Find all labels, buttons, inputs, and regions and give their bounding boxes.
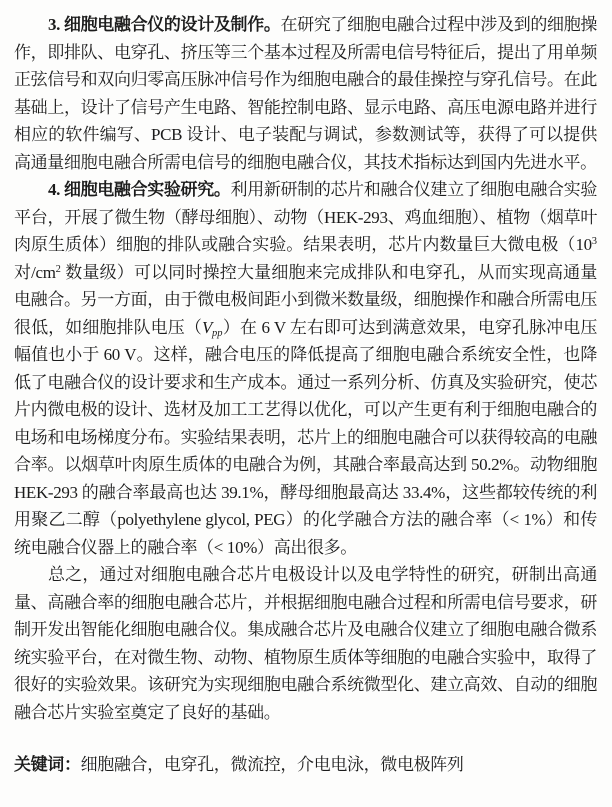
text-segment: 总之，通过对细胞电融合芯片电极设计以及电学特性的研究，研制出高通量、高融合率的细胞电融合芯片，并根据细胞电融合过程和所需电信号要求，研制开发出智能化细胞电融合仪。集成融合芯片及电融合仪建立了细胞电融合微系统实验平台，在对微生物、动物、植物原生质体等细胞的电融合实验中，取得了很好的实验效果。该研究为实现细胞电融合系统微型化、建立高效、自动的细胞融合芯片实验室奠定了良好的基础。 (14, 565, 597, 722)
text-segment: 对/cm (14, 262, 56, 282)
text-segment: 2 (55, 263, 61, 275)
text-segment: 利用新研制的芯片和融合仪建立了细胞电融合实验平台，开展了微生物（酵母细胞）、动物（HEK-293、鸡血细胞）、植物（烟草叶肉原生质体）细胞的排队或融合实验。结果表明，芯片内数量巨大微电极（10 (14, 180, 597, 254)
text-segment: 4. 细胞电融合实验研究。 (48, 180, 231, 199)
paragraph-summary (14, 561, 597, 726)
text-segment: pp (212, 327, 223, 339)
keywords-line (14, 751, 597, 779)
text-segment: 3. 细胞电融合仪的设计及制作。 (48, 15, 281, 34)
paragraph-section-4 (14, 176, 597, 561)
text-segment: 数量级）可以同时操控大量细胞来完成排队和电穿孔，从而实现高通量电融合。另一方面，由于微电极间距小到微米数量级，细胞操作和融合所需电压很低，如细胞排队电压（ (14, 262, 597, 337)
keywords-label: 关键词： (14, 755, 81, 774)
text-segment: V (201, 317, 212, 337)
paragraph-section-3 (14, 11, 597, 176)
text-segment: 3 (591, 236, 597, 247)
keywords-text: 细胞融合，电穿孔，微流控，介电电泳，微电极阵列 (80, 755, 464, 774)
text-segment: ）在 6 V 左右即可达到满意效果，电穿孔脉冲电压幅值也小于 60 V。这样，融合电压的降低提高了细胞电融合系统安全性，也降低了电融合仪的设计要求和生产成本。通过一系列分析、仿真及实验研究，使芯片内微电极的设计、选材及加工工艺得以优化，可以产生更有利于细胞电融合的电场和电场梯度分布。实验结果表明，芯片上的细胞电融合可以获得较高的电融合率。以烟草叶肉原生质体的电融合为例，其融合率最高达到 50.2%。动物细胞 HEK-293 的融合率最高也达 39.1%，酵母细胞最高达 33.4%，这些都较传统的利用聚乙二醇（polyethylene glycol, PEG）的化学融合方法的融合率（< 1%）和传统电融合仪器上的融合率（< 10%）高出很多。 (14, 317, 597, 557)
text-segment: 在研究了细胞电融合过程中涉及到的细胞操作，即排队、电穿孔、挤压等三个基本过程及所需电信号特征后，提出了用单频正弦信号和双向归零高压脉冲信号作为细胞电融合的最佳操控与穿孔信号。在此基础上，设计了信号产生电路、智能控制电路、显示电路、高压电源电路并进行相应的软件编写、PCB 设计、电子装配与调试，参数测试等，获得了可以提供高通量细胞电融合所需电信号的细胞电融合仪，其技术指标达到国内先进水平。 (14, 15, 597, 172)
